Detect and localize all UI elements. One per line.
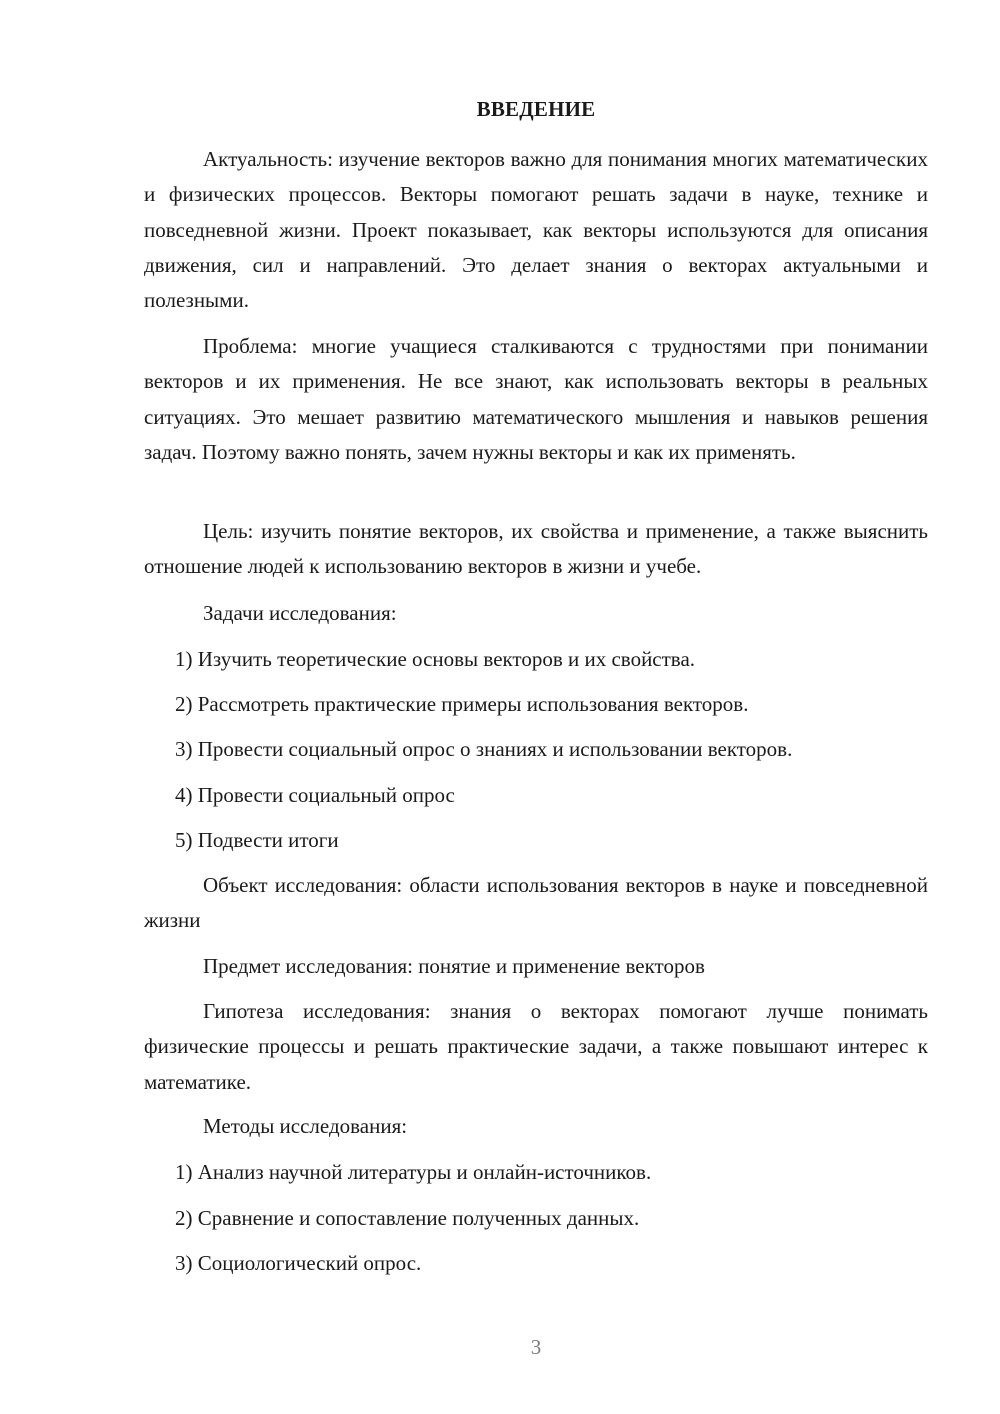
relevance-paragraph: Актуальность: изучение векторов важно для понимания многих математических и физических процессов. Векторы помогают решать задачи в науке, технике и повседневной жизни. Проект показывает, как векторы используются для описания движения, сил и направлений. Это делает знания о векторах актуальными и полезными. — [144, 147, 928, 313]
page-title: ВВЕДЕНИЕ — [476, 97, 596, 121]
task-item: 1) Изучить теоретические основы векторов и их свойства. — [175, 647, 696, 671]
task-item: 2) Рассмотреть практические примеры использования векторов. — [175, 692, 749, 716]
method-item: 2) Сравнение и сопоставление полученных данных. — [175, 1206, 640, 1230]
object-paragraph: Объект исследования: области использования векторов в науке и повседневной жизни — [144, 873, 928, 933]
subject-paragraph: Предмет исследования: понятие и применение векторов — [203, 954, 705, 978]
hypothesis-paragraph: Гипотеза исследования: знания о векторах помогают лучше понимать физические процессы и решать практические задачи, а также повышают интерес к математике. — [144, 999, 928, 1094]
page-number: 3 — [530, 1335, 542, 1359]
methods-heading: Методы исследования: — [203, 1114, 408, 1138]
goal-paragraph: Цель: изучить понятие векторов, их свойства и применение, а также выяснить отношение людей к использованию векторов в жизни и учебе. — [144, 519, 928, 579]
problem-paragraph: Проблема: многие учащиеся сталкиваются с трудностями при понимании векторов и их применения. Не все знают, как использовать векторы в реальных ситуациях. Это мешает развитию математического мышления и навыков решения задач. Поэтому важно понять, зачем нужны векторы и как их применять. — [144, 334, 928, 464]
task-item: 4) Провести социальный опрос — [175, 783, 455, 807]
method-item: 1) Анализ научной литературы и онлайн-источников. — [175, 1160, 652, 1184]
task-item: 3) Провести социальный опрос о знаниях и использовании векторов. — [175, 737, 793, 761]
tasks-heading: Задачи исследования: — [203, 601, 397, 625]
method-item: 3) Социологический опрос. — [175, 1251, 422, 1275]
task-item: 5) Подвести итоги — [175, 828, 339, 852]
